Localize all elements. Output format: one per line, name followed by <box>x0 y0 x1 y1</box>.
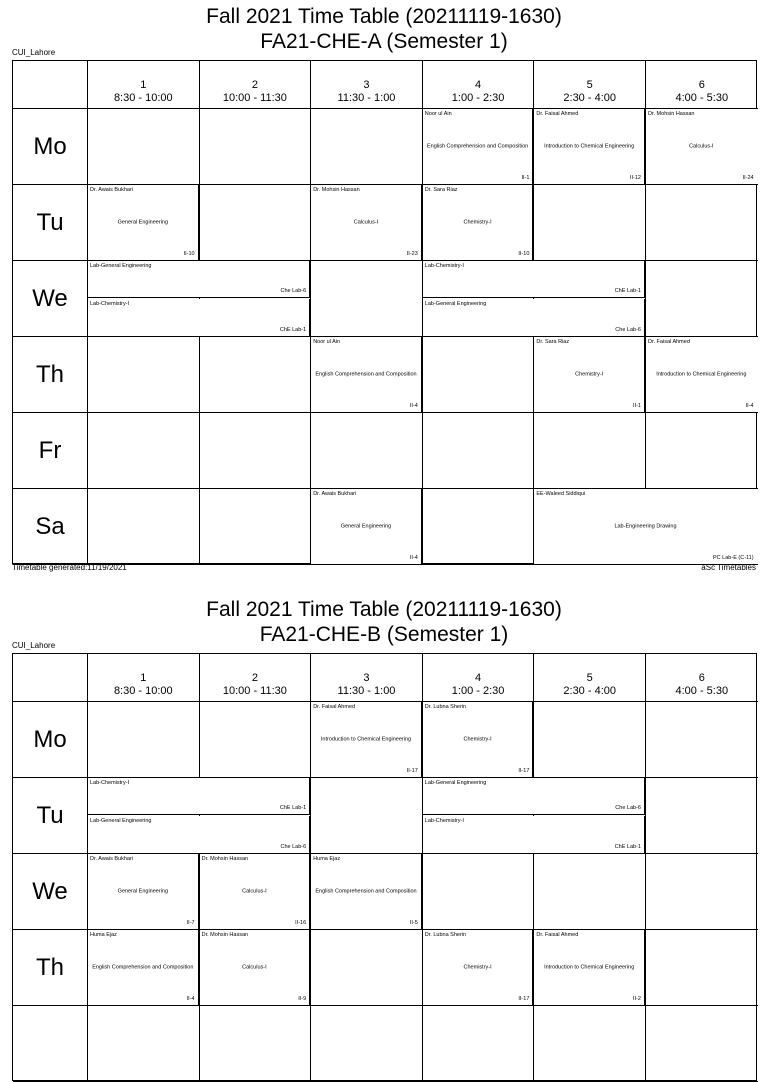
lesson-subject: Chemistry-I <box>463 219 492 225</box>
lesson-subject: Introduction to Chemical Engineering <box>320 736 412 742</box>
timetable-cell <box>200 413 312 489</box>
lesson-subject: General Engineering <box>117 888 169 894</box>
timetable-cell <box>423 489 535 565</box>
period-number: 4 <box>475 79 482 91</box>
lesson-room: II-24 <box>742 175 754 181</box>
lesson-teacher: Lab-Chemistry-I <box>424 818 464 824</box>
period-number: 4 <box>475 672 482 684</box>
period-header <box>88 654 200 702</box>
lesson-room: II-17 <box>518 996 530 1002</box>
period-header <box>423 654 535 702</box>
lesson-teacher: Lab-Chemistry-I <box>90 301 130 307</box>
day-label: Th <box>13 930 88 1006</box>
timetable-cell <box>311 109 423 185</box>
lesson-subject: Calculus-I <box>242 964 267 970</box>
lesson-teacher: Dr. Awais Bukhari <box>90 856 134 862</box>
lesson-card[interactable] <box>423 185 534 260</box>
period-time: 2:30 - 4:00 <box>563 92 616 104</box>
lesson-card[interactable] <box>311 702 422 777</box>
lesson-teacher: Dr. Mohsin Hassan <box>648 111 695 117</box>
period-time: 11:30 - 1:00 <box>337 92 396 104</box>
lesson-card[interactable] <box>423 778 645 815</box>
timetable-cell <box>311 413 423 489</box>
lesson-room: II-1 <box>521 175 530 181</box>
timetable-cell <box>423 1006 535 1082</box>
lesson-teacher: Lab-General Engineering <box>90 818 152 824</box>
lesson-room: II-5 <box>409 920 418 926</box>
timetable-cell <box>88 109 200 185</box>
period-header <box>534 654 646 702</box>
lesson-teacher: Noor ul Ain <box>424 111 452 117</box>
period-header <box>423 61 535 109</box>
lesson-card[interactable] <box>423 109 534 184</box>
lesson-subject: Chemistry-I <box>463 964 492 970</box>
period-header <box>311 61 423 109</box>
timetable-cell <box>311 930 423 1006</box>
lesson-teacher: Dr. Mohsin Hassan <box>201 932 249 938</box>
lesson-room: II-10 <box>518 251 530 257</box>
period-header <box>646 654 758 702</box>
lesson-subject: Calculus-I <box>353 219 379 225</box>
lesson-subject: Calculus-I <box>689 143 714 149</box>
lesson-room: II-4 <box>409 403 418 409</box>
timetable-cell <box>88 337 200 413</box>
lesson-room: PC Lab-E (C-11) <box>713 555 754 561</box>
period-time: 1:00 - 2:30 <box>451 92 505 104</box>
lesson-card[interactable] <box>88 299 310 336</box>
timetable-cell <box>646 778 758 854</box>
lesson-teacher: Huma Ejaz <box>313 856 341 862</box>
lesson-teacher: Dr. Mohsin Hassan <box>201 856 249 862</box>
timetable-cell <box>646 930 758 1006</box>
timetable-cell <box>534 702 646 778</box>
lesson-room: II-2 <box>633 996 641 1002</box>
lesson-room: II-17 <box>518 768 530 774</box>
lesson-subject: English Comprehension and Composition <box>92 964 194 970</box>
timetable-cell <box>311 1006 423 1082</box>
lesson-teacher: Huma Ejaz <box>90 932 117 938</box>
period-time: 1:00 - 2:30 <box>451 685 505 697</box>
lesson-card[interactable] <box>311 489 422 564</box>
timetable-cell <box>646 413 758 489</box>
lesson-room: Che Lab-6 <box>280 844 307 850</box>
period-number: 3 <box>363 672 370 684</box>
period-time: 2:30 - 4:00 <box>563 685 616 697</box>
timetable-cell <box>200 109 312 185</box>
lesson-card[interactable] <box>311 854 422 929</box>
lesson-card[interactable] <box>88 778 310 815</box>
period-time: 4:00 - 5:30 <box>675 92 729 104</box>
timetable-grid <box>12 653 757 1081</box>
timetable-title: Fall 2021 Time Table (20211119-1630) <box>206 598 562 621</box>
timetable-title: Fall 2021 Time Table (20211119-1630) <box>206 5 562 28</box>
timetable-cell <box>311 778 423 854</box>
lesson-teacher: Dr. Sara Riaz <box>536 339 570 345</box>
lesson-room: II-7 <box>186 920 195 926</box>
lesson-room: ChE Lab-1 <box>614 844 641 850</box>
timetable-cell <box>200 489 312 565</box>
lesson-card[interactable] <box>311 185 422 260</box>
lesson-subject: Introduction to Chemical Engineering <box>544 143 635 149</box>
timetable-cell <box>534 1006 646 1082</box>
lesson-card[interactable] <box>534 337 645 412</box>
lesson-subject: English Comprehension and Composition <box>426 143 529 149</box>
organization-label: CUI_Lahore <box>12 641 56 650</box>
timetable-cell <box>646 261 758 337</box>
period-time: 8:30 - 10:00 <box>113 92 173 104</box>
period-number: 1 <box>140 672 147 684</box>
period-number: 6 <box>698 672 705 684</box>
period-header <box>646 61 758 109</box>
lesson-card[interactable] <box>200 930 311 1005</box>
timetable-cell <box>88 489 200 565</box>
lesson-card[interactable] <box>534 489 756 564</box>
lesson-card[interactable] <box>534 930 645 1005</box>
lesson-subject: Introduction to Chemical Engineering <box>544 964 635 970</box>
generated-date: Timetable generated:11/19/2021 <box>12 563 127 572</box>
period-number: 3 <box>363 79 370 91</box>
timetable-cell <box>423 337 535 413</box>
timetable-cell <box>311 261 423 337</box>
timetable-cell <box>534 854 646 930</box>
lesson-teacher: Dr. Faisal Ahmed <box>313 704 356 710</box>
lesson-card[interactable] <box>88 930 199 1005</box>
period-time: 8:30 - 10:00 <box>113 685 173 697</box>
corner-cell <box>13 654 88 702</box>
lesson-teacher: Lab-General Engineering <box>424 780 487 786</box>
lesson-room: II-4 <box>409 555 418 561</box>
lesson-room: ChE Lab-1 <box>279 805 307 811</box>
timetable-cell <box>200 337 312 413</box>
lesson-room: II-9 <box>298 996 307 1002</box>
lesson-room: ChE Lab-1 <box>614 288 641 294</box>
lesson-teacher: Dr. Faisal Ahmed <box>536 111 579 117</box>
lesson-room: II-4 <box>186 996 195 1002</box>
period-number: 5 <box>586 672 593 684</box>
period-number: 2 <box>251 79 258 91</box>
period-number: 1 <box>140 79 147 91</box>
lesson-room: ChE Lab-1 <box>279 327 307 333</box>
lesson-card[interactable] <box>88 261 310 298</box>
lesson-subject: General Engineering <box>117 219 169 225</box>
lesson-subject: Calculus-I <box>242 888 267 894</box>
lesson-card[interactable] <box>200 854 311 929</box>
lesson-subject: General Engineering <box>340 523 392 529</box>
lesson-room: Che Lab-6 <box>280 288 307 294</box>
lesson-subject: English Comprehension and Composition <box>315 371 417 377</box>
day-label <box>13 1006 88 1082</box>
lesson-teacher: Dr. Sara Riaz <box>424 187 458 193</box>
lesson-card[interactable] <box>423 261 645 298</box>
day-label: Sa <box>13 489 88 565</box>
period-header <box>88 61 200 109</box>
lesson-room: II-4 <box>745 403 754 409</box>
lesson-card[interactable] <box>534 109 645 184</box>
lesson-card[interactable] <box>423 930 534 1005</box>
timetable-subtitle: FA21-CHE-B (Semester 1) <box>259 623 509 646</box>
timetable-cell <box>646 702 758 778</box>
period-number: 2 <box>251 672 258 684</box>
period-time: 10:00 - 11:30 <box>222 92 287 104</box>
corner-cell <box>13 61 88 109</box>
lesson-teacher: EE-Waleed Siddiqui <box>536 491 586 497</box>
day-label: We <box>13 261 88 337</box>
timetable-cell <box>200 185 312 261</box>
lesson-card[interactable] <box>88 816 310 853</box>
lesson-teacher: Dr. Faisal Ahmed <box>648 339 690 345</box>
software-credit: aSc Timetables <box>701 563 756 572</box>
day-label: We <box>13 854 88 930</box>
lesson-subject: English Comprehension and Composition <box>315 888 417 894</box>
timetable-subtitle: FA21-CHE-A (Semester 1) <box>260 30 508 53</box>
timetable-cell <box>646 185 758 261</box>
day-label: Mo <box>13 109 88 185</box>
lesson-card[interactable] <box>423 299 645 336</box>
period-number: 6 <box>698 79 705 91</box>
lesson-card[interactable] <box>88 854 199 929</box>
lesson-card[interactable] <box>88 185 199 260</box>
timetable-cell <box>200 1006 312 1082</box>
timetable-cell <box>423 413 535 489</box>
organization-label: CUI_Lahore <box>12 48 56 57</box>
timetable-cell <box>88 413 200 489</box>
lesson-subject: Chemistry-I <box>463 736 492 742</box>
lesson-card[interactable] <box>311 337 422 412</box>
lesson-room: Che Lab-6 <box>615 805 641 811</box>
lesson-subject: Lab-Engineering Drawing <box>614 523 677 529</box>
period-header <box>200 654 312 702</box>
timetable-cell <box>88 702 200 778</box>
day-label: Tu <box>13 778 88 854</box>
period-time: 11:30 - 1:00 <box>337 685 396 697</box>
lesson-teacher: Dr. Faisal Ahmed <box>536 932 579 938</box>
lesson-teacher: Dr. Lubna Sherin <box>424 704 467 710</box>
timetable-cell <box>88 1006 200 1082</box>
timetable-cell <box>200 702 312 778</box>
lesson-room: II-23 <box>406 251 418 257</box>
period-header <box>200 61 312 109</box>
lesson-teacher: Lab-General Engineering <box>424 301 487 307</box>
lesson-teacher: Noor ul Ain <box>313 339 341 345</box>
lesson-card[interactable] <box>646 109 757 184</box>
day-label: Mo <box>13 702 88 778</box>
lesson-room: II-17 <box>406 768 418 774</box>
day-label: Fr <box>13 413 88 489</box>
lesson-card[interactable] <box>646 337 757 412</box>
lesson-room: II-10 <box>183 251 195 257</box>
lesson-room: II-1 <box>633 403 641 409</box>
period-number: 5 <box>586 79 593 91</box>
lesson-subject: Chemistry-I <box>575 371 604 377</box>
day-label: Th <box>13 337 88 413</box>
lesson-teacher: Lab-General Engineering <box>90 263 152 269</box>
timetable-grid <box>12 60 757 564</box>
period-time: 4:00 - 5:30 <box>675 685 729 697</box>
lesson-teacher: Lab-Chemistry-I <box>90 780 130 786</box>
timetable-cell <box>646 1006 758 1082</box>
timetable-cell <box>646 854 758 930</box>
lesson-teacher: Dr. Awais Bukhari <box>313 491 357 497</box>
lesson-teacher: Dr. Awais Bukhari <box>90 187 134 193</box>
period-header <box>311 654 423 702</box>
lesson-teacher: Dr. Lubna Sherin <box>424 932 467 938</box>
lesson-subject: Introduction to Chemical Engineering <box>656 371 747 377</box>
lesson-teacher: Dr. Mohsin Hassan <box>313 187 360 193</box>
timetable-cell <box>534 413 646 489</box>
lesson-room: II-12 <box>629 175 641 181</box>
lesson-card[interactable] <box>423 816 645 853</box>
lesson-card[interactable] <box>423 702 534 777</box>
lesson-room: II-16 <box>295 920 307 926</box>
timetable-cell <box>534 185 646 261</box>
lesson-teacher: Lab-Chemistry-I <box>424 263 464 269</box>
period-header <box>534 61 646 109</box>
period-time: 10:00 - 11:30 <box>222 685 287 697</box>
lesson-room: Che Lab-6 <box>615 327 641 333</box>
day-label: Tu <box>13 185 88 261</box>
timetable-cell <box>423 854 535 930</box>
